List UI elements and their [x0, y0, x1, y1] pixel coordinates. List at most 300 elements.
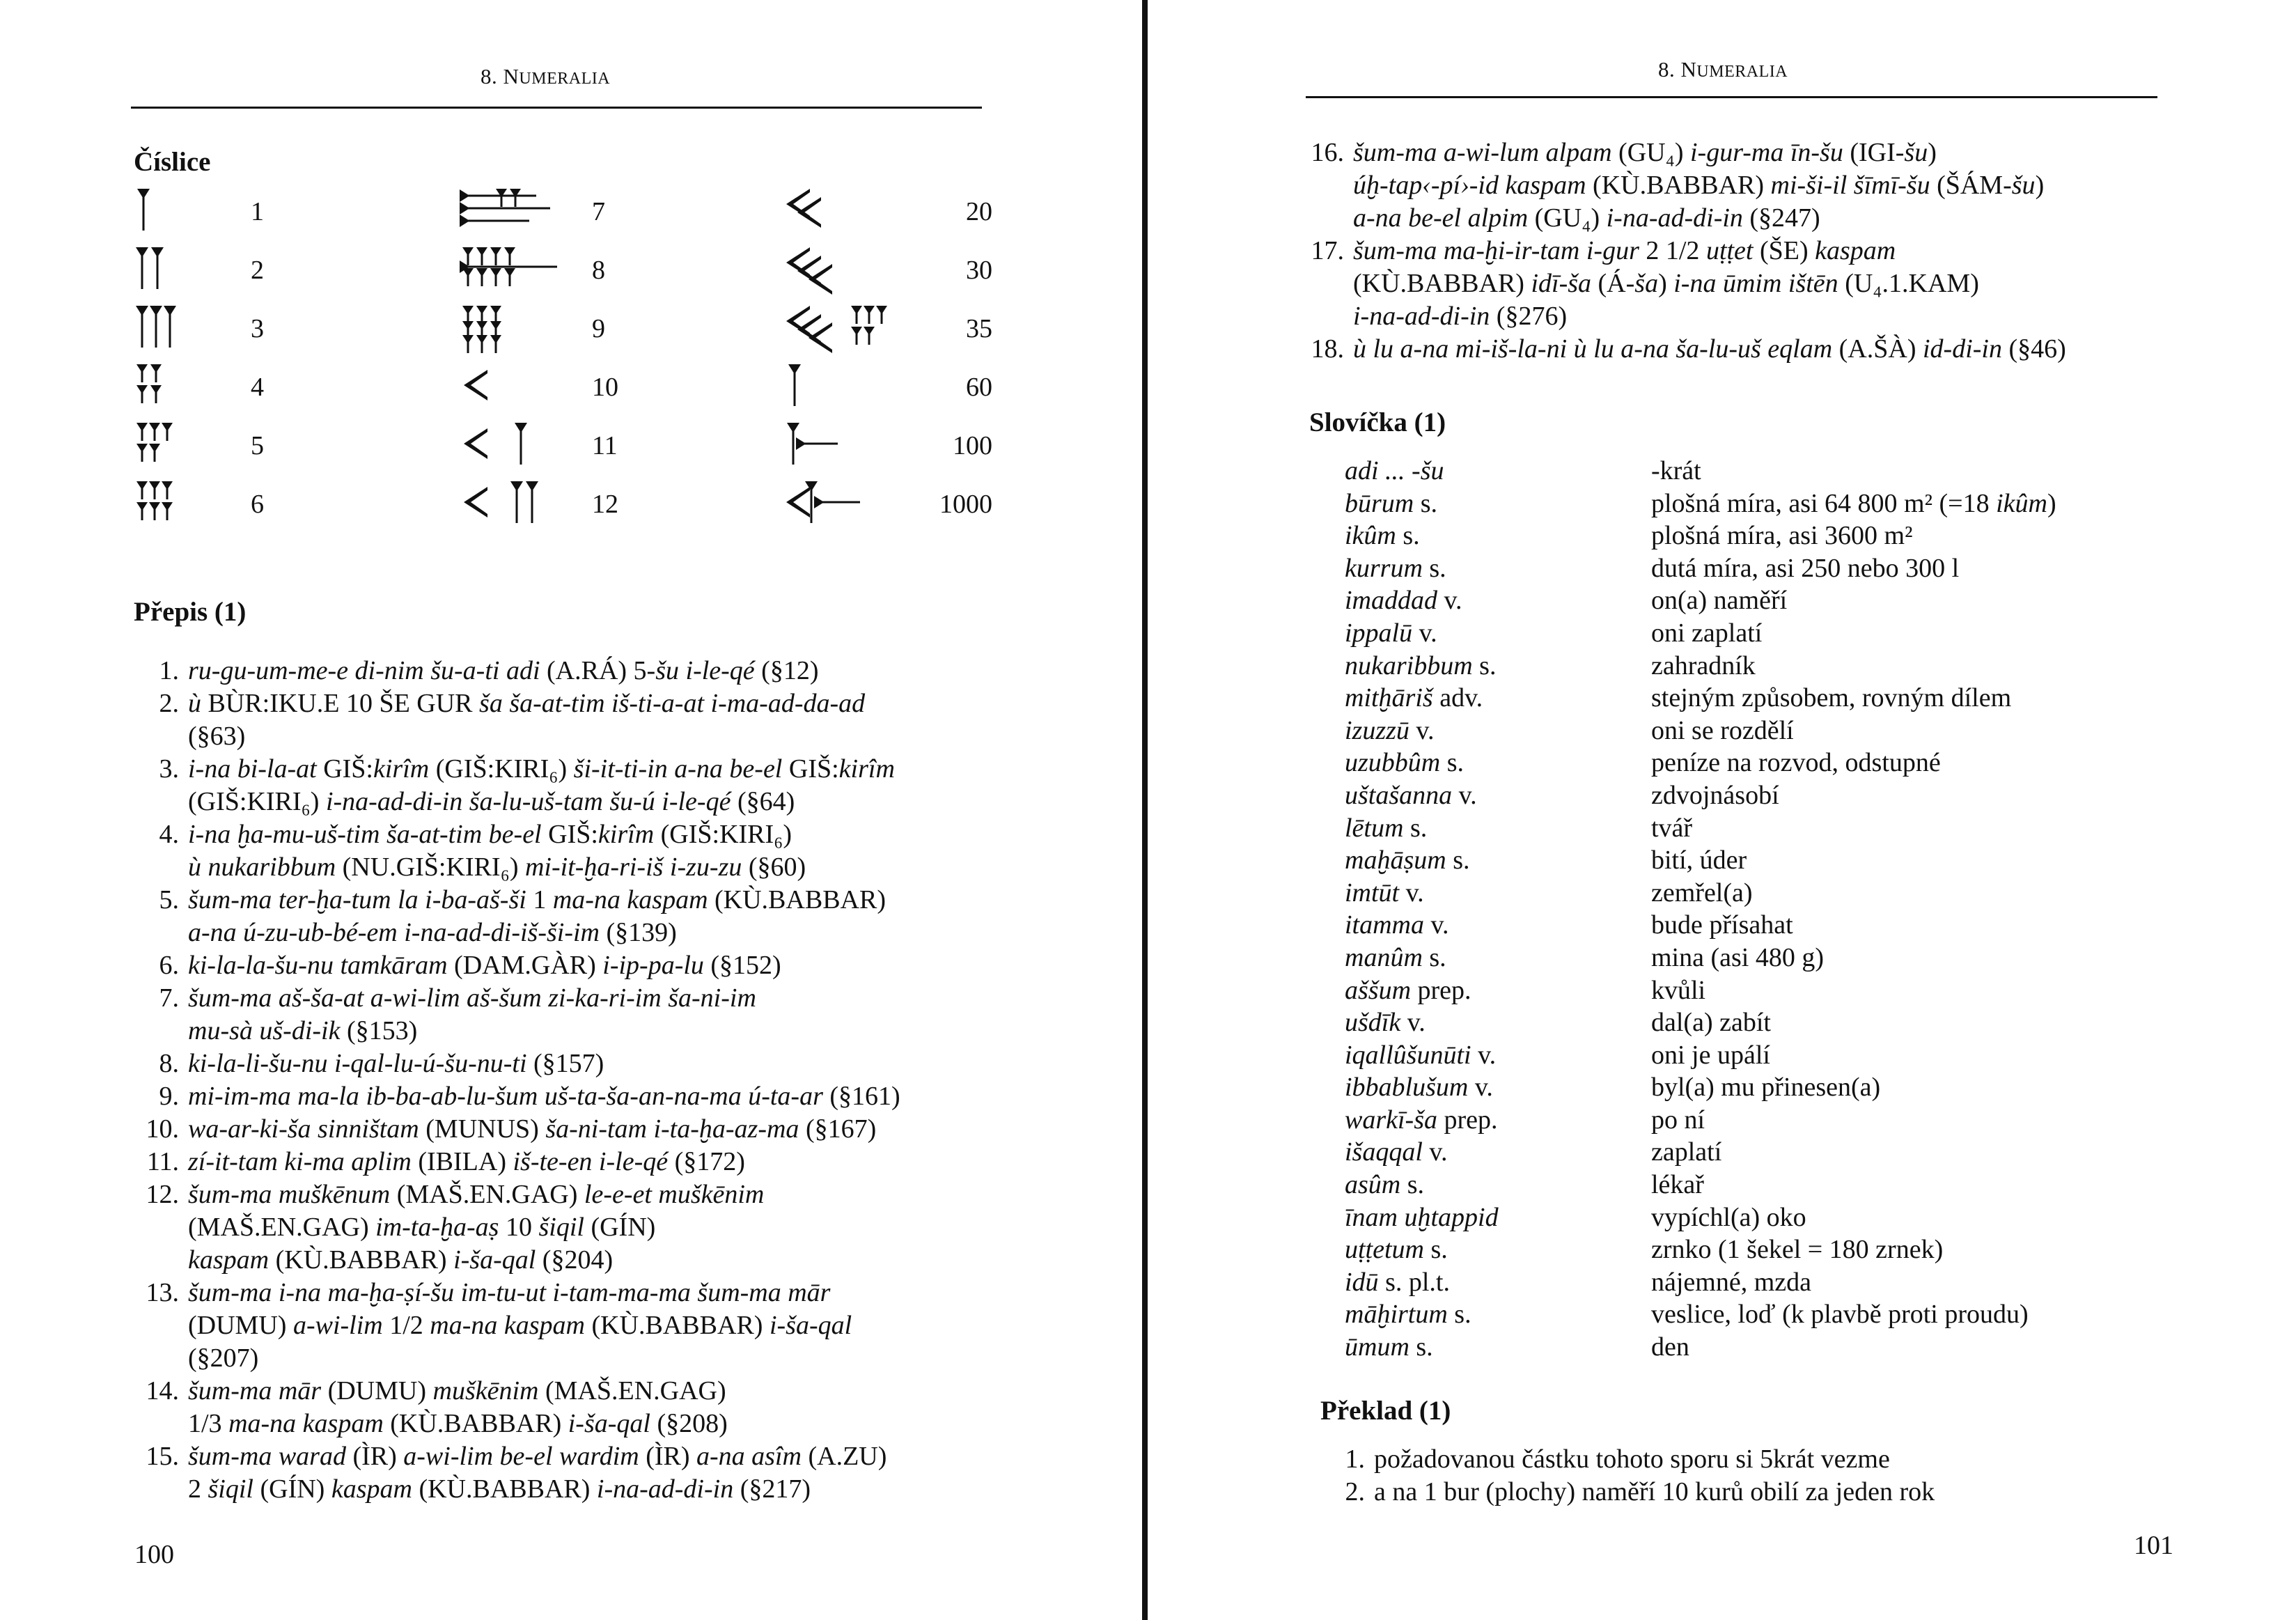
plain-text: vypíchl(a) oko	[1651, 1202, 1806, 1232]
plain-text: v.	[1409, 715, 1435, 745]
numeral-value: 2	[251, 256, 264, 285]
plain-text: v.	[1422, 1137, 1448, 1167]
akkadian-text: ikûm	[1345, 521, 1396, 551]
plain-text: (DUMU)	[321, 1376, 433, 1405]
plain-text: GIŠ:	[782, 754, 839, 784]
akkadian-text: id-di-in	[1922, 334, 2002, 364]
plain-text: zemřel(a)	[1651, 878, 1753, 908]
plain-text: 1/3	[188, 1409, 229, 1438]
akkadian-text: asûm	[1345, 1170, 1401, 1200]
item-number: 4.	[159, 820, 179, 849]
plain-text: mina (asi 480 g)	[1651, 942, 1825, 972]
plain-text: tvář	[1651, 813, 1693, 843]
vocab-term	[1345, 552, 1651, 585]
item-number: 5.	[159, 885, 179, 914]
akkadian-text: zí-it-tam ki-ma aplim	[188, 1147, 412, 1176]
list-item	[1329, 1443, 1935, 1476]
plain-text: (U₄.1.KAM)	[1838, 269, 1979, 298]
akkadian-text: šum-ma ter-ḫa-tum la i-ba-aš-ši	[188, 885, 526, 914]
akkadian-text: izuzzū	[1345, 715, 1409, 745]
vocab-row	[1345, 715, 2166, 747]
plain-text: (§204)	[536, 1245, 614, 1275]
plain-text: (ŠE)	[1753, 236, 1815, 265]
akkadian-text: i-ša-qal	[568, 1409, 650, 1438]
item-line	[188, 1113, 900, 1146]
plain-text: (§217)	[733, 1474, 811, 1504]
akkadian-text: úḫ-tap‹-pí›-id kaspam	[1353, 171, 1586, 200]
akkadian-text: kaspam	[188, 1245, 270, 1275]
page-gutter	[1142, 0, 1148, 1620]
akkadian-text: šu	[1904, 138, 1928, 167]
akkadian-text: māḫirtum	[1345, 1300, 1448, 1330]
plain-text: dal(a) zabít	[1651, 1008, 1771, 1038]
plain-text: (KÙ.BABBAR)	[708, 885, 886, 914]
plain-text: dutá míra, asi 250 nebo 300 l	[1651, 553, 1960, 583]
plain-text: (Á-	[1591, 269, 1635, 298]
cuneiform-n9-icon	[460, 306, 543, 349]
plain-text: (GIŠ:KIRI₆)	[429, 754, 574, 784]
item-line	[1353, 137, 2066, 169]
akkadian-text: ma-na kaspam	[228, 1409, 384, 1438]
item-number: 14.	[146, 1376, 179, 1405]
akkadian-text: i-ip-pa-lu	[602, 951, 704, 980]
list-item	[143, 1113, 900, 1146]
plain-text: bití, úder	[1651, 846, 1747, 875]
plain-text: oni zaplatí	[1651, 618, 1763, 648]
plain-text: s.	[1396, 521, 1420, 551]
plain-text: oni je upálí	[1651, 1040, 1770, 1070]
akkadian-text: kaspam	[331, 1474, 412, 1504]
plain-text: peníze na rozvod, odstupné	[1651, 748, 1941, 778]
akkadian-text: ša ša-at-tim iš-ti-a-at i-ma-ad-da-ad	[479, 689, 866, 718]
numeral-value: 1	[251, 197, 264, 226]
plain-text: s.	[1472, 651, 1497, 680]
vocab-term	[1345, 1331, 1651, 1364]
item-line	[188, 1047, 900, 1080]
akkadian-text: uzubbûm	[1345, 748, 1441, 778]
vocab-row	[1345, 682, 2166, 715]
item-number: 1.	[159, 656, 179, 685]
vocab-row	[1345, 1104, 2166, 1137]
akkadian-text: manûm	[1345, 942, 1423, 972]
plain-text: BÙR:IKU.E 10 ŠE GUR	[201, 689, 480, 718]
vocab-row	[1345, 1233, 2166, 1266]
akkadian-text: i-na ḫa-mu-uš-tim ša-at-tim be-el	[188, 820, 542, 849]
akkadian-text: ma-na kaspam	[430, 1311, 585, 1340]
plain-text: 2	[188, 1474, 208, 1504]
plain-text: (A.ŠÀ)	[1832, 334, 1923, 364]
cuneiform-n3-icon	[134, 306, 182, 349]
akkadian-text: šu	[2011, 171, 2036, 200]
item-line	[188, 982, 900, 1015]
akkadian-text: i-na-ad-di-in	[1353, 302, 1490, 331]
vocab-term	[1345, 1266, 1651, 1299]
vocab-gloss	[1651, 1331, 2166, 1364]
vocab-gloss	[1651, 1039, 2166, 1072]
item-line	[188, 851, 900, 884]
list-item	[143, 818, 900, 884]
akkadian-text: šiqil	[538, 1213, 584, 1242]
item-line	[1353, 202, 2066, 235]
vocab-gloss	[1651, 942, 2166, 974]
list-item	[143, 1080, 900, 1113]
vocab-term	[1345, 1169, 1651, 1201]
item-number: 12.	[146, 1180, 179, 1209]
akkadian-text: adi ... -šu	[1345, 456, 1444, 485]
plain-text: (§172)	[668, 1147, 745, 1176]
plain-text: s.	[1446, 846, 1470, 875]
vocab-term	[1345, 488, 1651, 520]
plain-text: (§46)	[2001, 334, 2066, 364]
item-line	[1353, 235, 2066, 267]
vocab-gloss	[1651, 812, 2166, 845]
item-line	[188, 753, 900, 786]
vocab-gloss	[1651, 1104, 2166, 1137]
item-line	[188, 1375, 900, 1408]
numeral-value: 3	[251, 314, 264, 343]
plain-text: (KÙ.BABBAR)	[412, 1474, 597, 1504]
vocab-gloss	[1651, 552, 2166, 585]
numeral-value: 10	[592, 373, 618, 402]
vocab-row	[1345, 974, 2166, 1007]
akkadian-text: ikûm	[1996, 488, 2047, 518]
plain-text: bude přísahat	[1651, 910, 1793, 940]
plain-text: (DUMU)	[188, 1311, 293, 1340]
numeral-value: 35	[966, 314, 992, 343]
vocab-gloss	[1651, 1169, 2166, 1201]
list-item	[143, 687, 900, 753]
right-page	[1148, 0, 2296, 1620]
plain-text: 10	[499, 1213, 539, 1242]
akkadian-text: ru-gu-um-me-e di-nim šu-a-ti adi	[188, 656, 540, 685]
akkadian-text: muškēnim	[432, 1376, 539, 1405]
numerals-heading: Číslice	[134, 147, 211, 177]
numeral-value: 9	[592, 314, 605, 343]
akkadian-text: uṭṭet	[1705, 236, 1754, 265]
plain-text: (KÙ.BABBAR)	[269, 1245, 454, 1275]
numeral-value: 8	[592, 256, 605, 285]
akkadian-text: iqallûšunūti	[1345, 1040, 1471, 1070]
akkadian-text: uštašanna	[1345, 780, 1453, 810]
vocab-gloss	[1651, 1136, 2166, 1169]
vocab-gloss	[1651, 650, 2166, 683]
numeral-value: 6	[251, 490, 264, 519]
item-number: 13.	[146, 1278, 179, 1307]
plain-text: (MAŠ.EN.GAG)	[390, 1180, 584, 1209]
vocab-row	[1345, 844, 2166, 877]
akkadian-text: ma-na kaspam	[552, 885, 708, 914]
vocab-term	[1345, 617, 1651, 650]
plain-text: (NU.GIŠ:KIRI₆)	[336, 852, 525, 882]
plain-text: kvůli	[1651, 975, 1706, 1005]
akkadian-text: išaqqal	[1345, 1137, 1423, 1167]
plain-text: v.	[1437, 586, 1462, 616]
item-text: požadovanou částku tohoto sporu si 5krát vezme	[1374, 1444, 1890, 1474]
vocab-row	[1345, 1071, 2166, 1104]
item-line	[188, 1244, 900, 1277]
vocab-row	[1345, 779, 2166, 812]
list-item	[1329, 1476, 1935, 1509]
plain-text: veslice, loď (k plavbě proti proudu)	[1651, 1300, 2029, 1330]
akkadian-text: itamma	[1345, 910, 1424, 940]
plain-text: (§153)	[340, 1016, 418, 1045]
plain-text: prep.	[1437, 1105, 1498, 1135]
cuneiform-n35-icon	[783, 306, 916, 349]
plain-text: nájemné, mzda	[1651, 1267, 1812, 1297]
plain-text: s.	[1403, 813, 1428, 843]
plain-text: 1	[526, 885, 553, 914]
akkadian-text: mi-ši-il šīmī-šu	[1770, 171, 1930, 200]
akkadian-text: ša-ni-tam i-ta-ḫa-az-ma	[545, 1114, 799, 1144]
vocab-table	[1345, 455, 2166, 1364]
prepis-heading: Přepis (1)	[134, 597, 247, 627]
vocab-row	[1345, 1298, 2166, 1331]
plain-text: zdvojnásobí	[1651, 780, 1779, 810]
plain-text: (KÙ.BABBAR)	[584, 1311, 770, 1340]
vocab-row	[1345, 1169, 2166, 1201]
plain-text: (§167)	[799, 1114, 877, 1144]
numeral-value: 7	[592, 197, 605, 226]
vocab-gloss	[1651, 974, 2166, 1007]
list-item	[143, 753, 900, 818]
vocab-term	[1345, 455, 1651, 488]
vocab-gloss	[1651, 488, 2166, 520]
plain-text: (KÙ.BABBAR)	[1353, 269, 1531, 298]
akkadian-text: ši-it-ti-in a-na be-el	[573, 754, 783, 784]
akkadian-text: aššum	[1345, 975, 1412, 1005]
plain-text: s.	[1447, 1300, 1471, 1330]
vocab-term	[1345, 1104, 1651, 1137]
header-rule	[131, 107, 982, 109]
list-item	[143, 1277, 900, 1375]
akkadian-text: a-na asîm	[696, 1442, 802, 1471]
numeral-value: 30	[966, 256, 992, 285]
plain-text: v.	[1468, 1073, 1493, 1103]
akkadian-text: šum-ma a-wi-lum alpam	[1353, 138, 1612, 167]
item-number: 6.	[159, 951, 179, 980]
vocab-term	[1345, 1039, 1651, 1072]
akkadian-text: ù lu a-na mi-iš-la-ni ù lu a-na ša-lu-uš eqlam	[1353, 334, 1833, 364]
item-number: 15.	[146, 1442, 179, 1471]
vocab-row	[1345, 617, 2166, 650]
list-item	[143, 1440, 900, 1506]
vocab-gloss	[1651, 1006, 2166, 1039]
plain-text: (§161)	[822, 1082, 900, 1111]
plain-text: s.	[1423, 1235, 1448, 1265]
list-item	[143, 982, 900, 1047]
list-item	[143, 1047, 900, 1080]
akkadian-text: le-e-et muškēnim	[584, 1180, 765, 1209]
vocab-row	[1345, 1331, 2166, 1364]
item-line	[188, 1342, 900, 1375]
akkadian-text: warkī-ša	[1345, 1105, 1437, 1135]
vocab-row	[1345, 1266, 2166, 1299]
akkadian-text: iš-te-en i-le-qé	[513, 1147, 669, 1176]
akkadian-text: kurrum	[1345, 553, 1423, 583]
plain-text: (GIŠ:KIRI₆)	[188, 787, 326, 816]
akkadian-text: kirîm	[598, 820, 655, 849]
item-line	[188, 655, 900, 687]
vocab-term	[1345, 942, 1651, 974]
akkadian-text: i-ša-qal	[453, 1245, 536, 1275]
cuneiform-n30-icon	[783, 247, 846, 290]
akkadian-text: ūmum	[1345, 1332, 1409, 1362]
vocab-gloss	[1651, 715, 2166, 747]
plain-text: s. pl.t.	[1378, 1267, 1450, 1297]
plain-text: (§63)	[188, 722, 246, 751]
cuneiform-n5-icon	[134, 423, 182, 466]
cuneiform-n4-icon	[134, 364, 175, 407]
vocab-row	[1345, 455, 2166, 488]
akkadian-text: šu i-le-qé	[655, 656, 755, 685]
plain-text: byl(a) mu přinesen(a)	[1651, 1073, 1881, 1103]
vocab-gloss	[1651, 1266, 2166, 1299]
vocab-row	[1345, 584, 2166, 617]
plain-text: plošná míra, asi 3600 m²	[1651, 521, 1913, 551]
plain-text: v.	[1412, 618, 1437, 648]
plain-text: v.	[1424, 910, 1449, 940]
plain-text: (§207)	[188, 1343, 259, 1373]
akkadian-text: ippalū	[1345, 618, 1413, 648]
plain-text: v.	[1399, 878, 1424, 908]
cuneiform-n8-icon	[460, 247, 557, 290]
akkadian-text: šum-ma muškēnum	[188, 1180, 391, 1209]
vocab-gloss	[1651, 520, 2166, 552]
vocab-row	[1345, 942, 2166, 974]
akkadian-text: i-gur-ma īn-šu	[1690, 138, 1843, 167]
item-line	[188, 720, 900, 753]
plain-text: (IGI-	[1843, 138, 1905, 167]
item-number: 1.	[1345, 1444, 1365, 1474]
list-item	[1308, 235, 2066, 333]
plain-text: oni se rozdělí	[1651, 715, 1794, 745]
item-number: 18.	[1311, 334, 1344, 364]
plain-text: (§12)	[754, 656, 819, 685]
plain-text: po ní	[1651, 1105, 1705, 1135]
plain-text: (GU₄)	[1528, 203, 1607, 233]
transliteration-list	[143, 655, 900, 1506]
akkadian-text: uṭṭetum	[1345, 1235, 1424, 1265]
akkadian-text: šum-ma warad	[188, 1442, 346, 1471]
vocab-row	[1345, 650, 2166, 683]
vocab-term	[1345, 1136, 1651, 1169]
vocab-row	[1345, 747, 2166, 779]
plain-text: zaplatí	[1651, 1137, 1722, 1167]
cuneiform-n20-icon	[783, 189, 832, 232]
plain-text: adv.	[1432, 683, 1483, 713]
plain-text: (ÌR)	[639, 1442, 697, 1471]
item-line	[1353, 333, 2066, 366]
item-line	[188, 1440, 900, 1473]
vocab-term	[1345, 909, 1651, 942]
item-line	[188, 1408, 900, 1440]
list-item	[143, 949, 900, 982]
item-number: 2.	[159, 689, 179, 718]
vocab-row	[1345, 1201, 2166, 1234]
akkadian-text: imtūt	[1345, 878, 1400, 908]
item-number: 2.	[1345, 1477, 1365, 1506]
akkadian-text: ki-la-la-šu-nu tamkāram	[188, 951, 448, 980]
vocab-gloss	[1651, 1201, 2166, 1234]
vocab-gloss	[1651, 877, 2166, 910]
plain-text: plošná míra, asi 64 800 m² (=18	[1651, 488, 1997, 518]
plain-text: (GÍN)	[253, 1474, 331, 1504]
plain-text: on(a) naměří	[1651, 586, 1788, 616]
akkadian-text: mi-im-ma ma-la ib-ba-ab-lu-šum uš-ta-ša-an-na-ma ú-ta-ar	[188, 1082, 823, 1111]
item-line	[188, 786, 900, 818]
numeral-value: 12	[592, 490, 618, 519]
transliteration-list-continued	[1308, 137, 2066, 366]
cuneiform-n7-icon	[460, 189, 557, 232]
akkadian-text: īnam uḫtappid	[1345, 1202, 1499, 1232]
vocab-term	[1345, 715, 1651, 747]
item-line	[1353, 267, 2066, 300]
vocab-gloss	[1651, 779, 2166, 812]
akkadian-text: i-ša-qal	[769, 1311, 852, 1340]
akkadian-text: būrum	[1345, 488, 1414, 518]
akkadian-text: a-na ú-zu-ub-bé-em i-na-ad-di-iš-ši-im	[188, 918, 600, 947]
numeral-value: 11	[592, 431, 618, 460]
akkadian-text: ušdīk	[1345, 1008, 1401, 1038]
vocab-row	[1345, 812, 2166, 845]
item-number: 9.	[159, 1082, 179, 1111]
plain-text: (§276)	[1490, 302, 1568, 331]
translation-list	[1329, 1443, 1935, 1509]
item-text: a na 1 bur (plochy) naměří 10 kurů obilí za jeden rok	[1374, 1477, 1935, 1506]
plain-text: )	[2047, 488, 2056, 518]
akkadian-text: kaspam	[1815, 236, 1896, 265]
list-item	[143, 655, 900, 687]
vocab-row	[1345, 1039, 2166, 1072]
vocab-term	[1345, 1298, 1651, 1331]
list-item	[143, 1375, 900, 1440]
plain-text: (A.ZU)	[801, 1442, 887, 1471]
vocab-term	[1345, 812, 1651, 845]
vocab-gloss	[1651, 1071, 2166, 1104]
akkadian-text: ibbablušum	[1345, 1073, 1469, 1103]
akkadian-text: šum-ma aš-ša-at a-wi-lim aš-šum zi-ka-ri-im ša-ni-im	[188, 983, 756, 1013]
vocab-term	[1345, 844, 1651, 877]
plain-text: (GIŠ:KIRI₆)	[654, 820, 792, 849]
plain-text: s.	[1414, 488, 1438, 518]
plain-text: (§247)	[1742, 203, 1820, 233]
vocab-row	[1345, 552, 2166, 585]
akkadian-text: mi-it-ḫa-ri-iš i-zu-zu	[524, 852, 742, 882]
page-number: 101	[2134, 1531, 2173, 1560]
running-head-right: 8. NUMERALIA	[1658, 57, 1788, 81]
vocab-row	[1345, 1006, 2166, 1039]
akkadian-text: a-na be-el alpim	[1353, 203, 1529, 233]
akkadian-text: mitḫāriš	[1345, 683, 1433, 713]
vocab-gloss	[1651, 455, 2166, 488]
akkadian-text: i-na-ad-di-in	[596, 1474, 734, 1504]
numeral-value: 60	[966, 373, 992, 402]
translation-heading: Překlad (1)	[1320, 1396, 1451, 1426]
vocab-term	[1345, 682, 1651, 715]
akkadian-text: a-wi-lim be-el wardim	[403, 1442, 639, 1471]
cuneiform-n11-icon	[460, 423, 536, 466]
akkadian-text: ù nukaribbum	[188, 852, 336, 882]
plain-text: (MUNUS)	[419, 1114, 546, 1144]
akkadian-text: idū	[1345, 1267, 1379, 1297]
plain-text: (§208)	[650, 1409, 728, 1438]
item-number: 17.	[1311, 236, 1344, 265]
vocab-term	[1345, 779, 1651, 812]
list-item	[143, 1146, 900, 1178]
item-line	[188, 1309, 900, 1342]
vocab-term	[1345, 520, 1651, 552]
list-item	[143, 1178, 900, 1277]
